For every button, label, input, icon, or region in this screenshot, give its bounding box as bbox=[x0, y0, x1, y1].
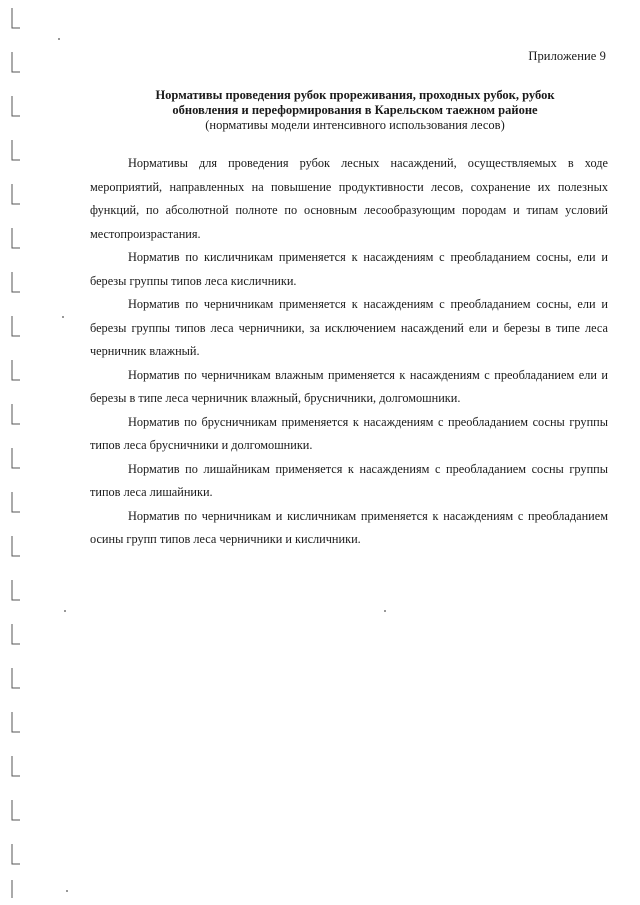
paragraph: Норматив по лишайникам применяется к насаждениям с преобладанием сосны группы типов леса лишайники. bbox=[90, 461, 608, 499]
scan-speck bbox=[62, 316, 64, 318]
paragraph: Норматив по кисличникам применяется к насаждениям с преобладанием сосны, ели и березы группы типов леса кисличники. bbox=[90, 250, 608, 288]
title-subtitle: (нормативы модели интенсивного использования лесов) bbox=[205, 118, 505, 132]
scan-speck bbox=[58, 38, 60, 40]
scan-speck bbox=[66, 890, 68, 892]
paragraph: Норматив по черничникам применяется к насаждениям с преобладанием сосны, ели и березы группы типов леса черничники, за исключением насаждений ели и березы в типе леса черничник влажный. bbox=[90, 297, 608, 358]
document-title bbox=[90, 88, 620, 133]
paragraph: Норматив по брусничникам применяется к насаждениям с преобладанием сосны группы типов леса брусничники и долгомошники. bbox=[90, 414, 608, 452]
paragraph: Норматив по черничникам влажным применяется к насаждениям с преобладанием ели и березы в типе леса черничник влажный, брусничники, долгомошники. bbox=[90, 367, 608, 405]
title-line-2: обновления и переформирования в Карельском таежном районе bbox=[172, 103, 538, 117]
scan-speck bbox=[64, 610, 66, 612]
appendix-label: Приложение 9 bbox=[528, 49, 606, 63]
paragraph: Норматив по черничникам и кисличникам применяется к насаждениям с преобладанием осины групп типов леса черничники и кисличники. bbox=[90, 508, 608, 546]
title-line-1: Нормативы проведения рубок прореживания, проходных рубок, рубок bbox=[155, 88, 555, 102]
binding-marks bbox=[0, 0, 40, 905]
scan-speck bbox=[384, 610, 386, 612]
paragraph: Нормативы для проведения рубок лесных насаждений, осуществляемых в ходе мероприятий, направленных на повышение продуктивности лесов, сохранение их полезных функций, по абсолютной полноте по основным лесообразующим породам и типам условий местопроизрастания. bbox=[90, 156, 608, 241]
document-body bbox=[90, 152, 608, 552]
